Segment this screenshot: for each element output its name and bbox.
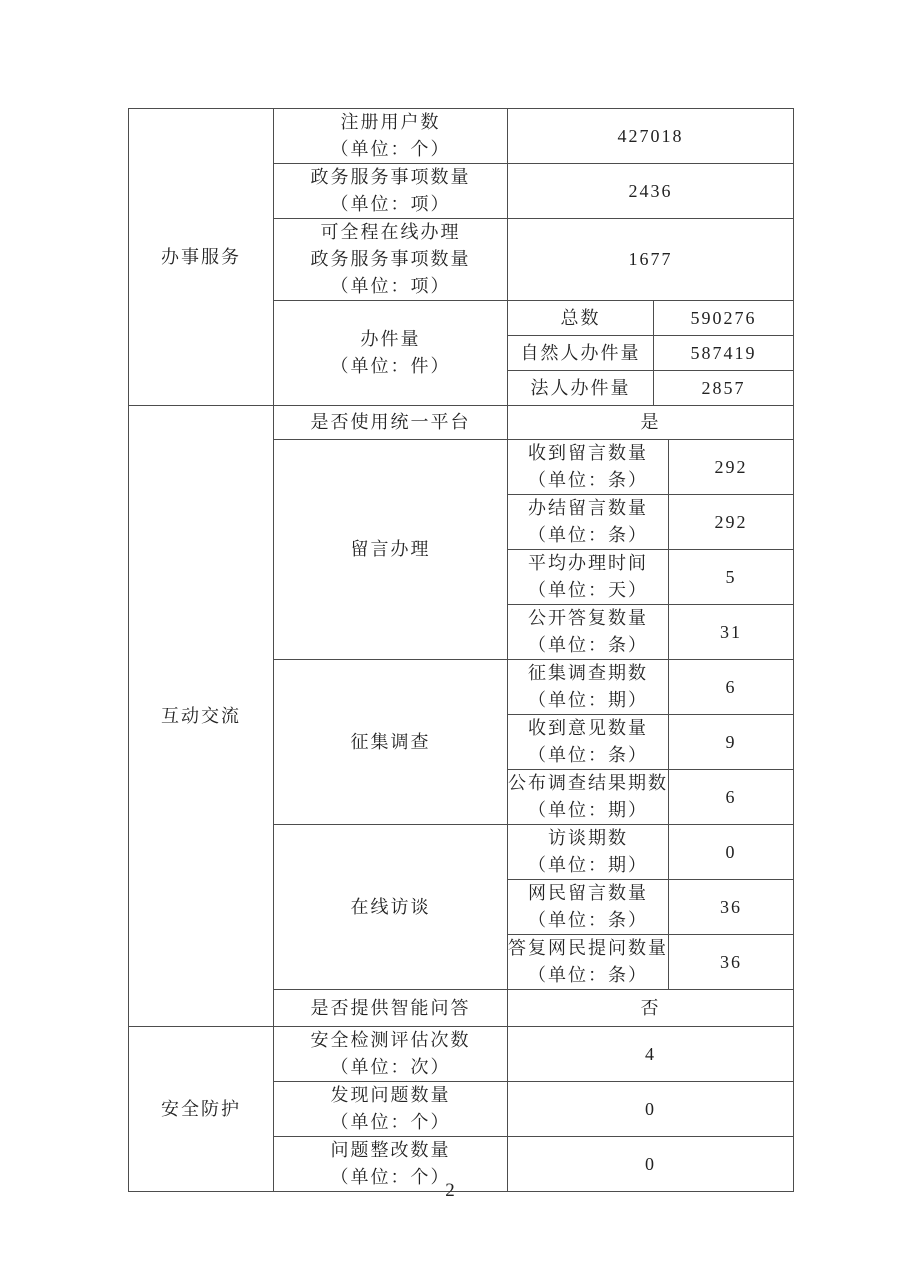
metric-label-cell — [274, 164, 508, 219]
metric-label-cell: 是否使用统一平台 — [274, 406, 508, 440]
metric-label-cell — [274, 1082, 508, 1137]
submetric-label-cell — [508, 550, 669, 605]
metric-value-cell: 5 — [669, 550, 794, 605]
section-cell-office-services — [129, 109, 274, 406]
label-line: 征集调查期数 — [528, 663, 648, 683]
label-line: 公开答复数量 — [528, 608, 648, 628]
label-line: 答复网民提问数量 — [508, 938, 668, 958]
page-number: 2 — [445, 1180, 455, 1201]
unit-line: （单位：期） — [528, 690, 648, 710]
group-cell-message-handling: 留言办理 — [274, 440, 508, 660]
label-line: 收到留言数量 — [528, 443, 648, 463]
metric-label-cell — [274, 109, 508, 164]
submetric-label-cell — [508, 660, 669, 715]
metric-value-cell: 31 — [669, 605, 794, 660]
label-line: 办结留言数量 — [528, 498, 648, 518]
submetric-label-cell — [508, 605, 669, 660]
metric-value-cell: 292 — [669, 440, 794, 495]
unit-line: （单位：条） — [528, 910, 648, 930]
metric-value-cell: 6 — [669, 770, 794, 825]
unit-line: （单位：期） — [528, 855, 648, 875]
label-line: 问题整改数量 — [330, 1140, 451, 1160]
label-line: 收到意见数量 — [528, 718, 648, 738]
metric-value-cell: 6 — [669, 660, 794, 715]
metric-value-cell: 否 — [508, 990, 794, 1027]
metric-value-cell: 0 — [508, 1082, 794, 1137]
unit-line: （单位：件） — [330, 356, 451, 376]
metric-value-cell: 427018 — [508, 109, 794, 164]
metric-value-cell: 36 — [669, 935, 794, 990]
unit-line: （单位：期） — [528, 800, 648, 820]
metric-value-cell: 2857 — [654, 371, 794, 406]
metric-value-cell: 1677 — [508, 219, 794, 301]
group-cell-survey: 征集调查 — [274, 660, 508, 825]
unit-line: （单位：个） — [330, 1112, 451, 1132]
label-line: 办件量 — [360, 329, 421, 349]
label-line: 可全程在线办理 — [320, 222, 461, 242]
section-cell-interaction — [129, 406, 274, 1027]
section-cell-security — [129, 1027, 274, 1192]
annual-report-table — [128, 108, 794, 1192]
table-row — [129, 109, 794, 164]
submetric-label-cell — [508, 495, 669, 550]
label-line: 注册用户数 — [340, 112, 441, 132]
submetric-label-cell — [508, 770, 669, 825]
section-title: 办事服务 — [161, 246, 241, 267]
submetric-label-cell — [508, 440, 669, 495]
submetric-label-cell — [508, 825, 669, 880]
metric-value-cell: 9 — [669, 715, 794, 770]
section-title: 互动交流 — [161, 705, 241, 726]
metric-value-cell: 0 — [669, 825, 794, 880]
unit-line: （单位：项） — [330, 194, 451, 214]
metric-label-cell: 是否提供智能问答 — [274, 990, 508, 1027]
metric-value-cell: 587419 — [654, 336, 794, 371]
label-line: 政务服务事项数量 — [310, 167, 471, 187]
label-line: 平均办理时间 — [528, 553, 648, 573]
unit-line: （单位：个） — [330, 139, 451, 159]
label-line: 网民留言数量 — [528, 883, 648, 903]
submetric-label-cell: 自然人办件量 — [508, 336, 654, 371]
unit-line: （单位：项） — [330, 276, 451, 296]
label-line: 安全检测评估次数 — [310, 1030, 471, 1050]
unit-line: （单位：条） — [528, 965, 648, 985]
label-line: 政务服务事项数量 — [310, 249, 471, 269]
metric-value-cell: 2436 — [508, 164, 794, 219]
metric-value-cell: 590276 — [654, 301, 794, 336]
group-cell-case-volume — [274, 301, 508, 406]
submetric-label-cell: 法人办件量 — [508, 371, 654, 406]
unit-line: （单位：天） — [528, 580, 648, 600]
metric-value-cell: 是 — [508, 406, 794, 440]
table-row — [129, 406, 794, 440]
table-row — [129, 1027, 794, 1082]
unit-line: （单位：个） — [330, 1167, 451, 1187]
metric-label-cell — [274, 1027, 508, 1082]
group-cell-interview: 在线访谈 — [274, 825, 508, 990]
metric-value-cell: 292 — [669, 495, 794, 550]
submetric-label-cell: 总数 — [508, 301, 654, 336]
unit-line: （单位：条） — [528, 525, 648, 545]
unit-line: （单位：条） — [528, 745, 648, 765]
label-line: 发现问题数量 — [330, 1085, 451, 1105]
metric-value-cell: 0 — [508, 1137, 794, 1192]
label-line: 公布调查结果期数 — [508, 773, 668, 793]
submetric-label-cell — [508, 715, 669, 770]
metric-value-cell: 36 — [669, 880, 794, 935]
unit-line: （单位：次） — [330, 1057, 451, 1077]
unit-line: （单位：条） — [528, 470, 648, 490]
label-line: 访谈期数 — [548, 828, 628, 848]
unit-line: （单位：条） — [528, 635, 648, 655]
submetric-label-cell — [508, 880, 669, 935]
section-title: 安全防护 — [161, 1098, 241, 1119]
metric-value-cell: 4 — [508, 1027, 794, 1082]
submetric-label-cell — [508, 935, 669, 990]
metric-label-cell — [274, 219, 508, 301]
